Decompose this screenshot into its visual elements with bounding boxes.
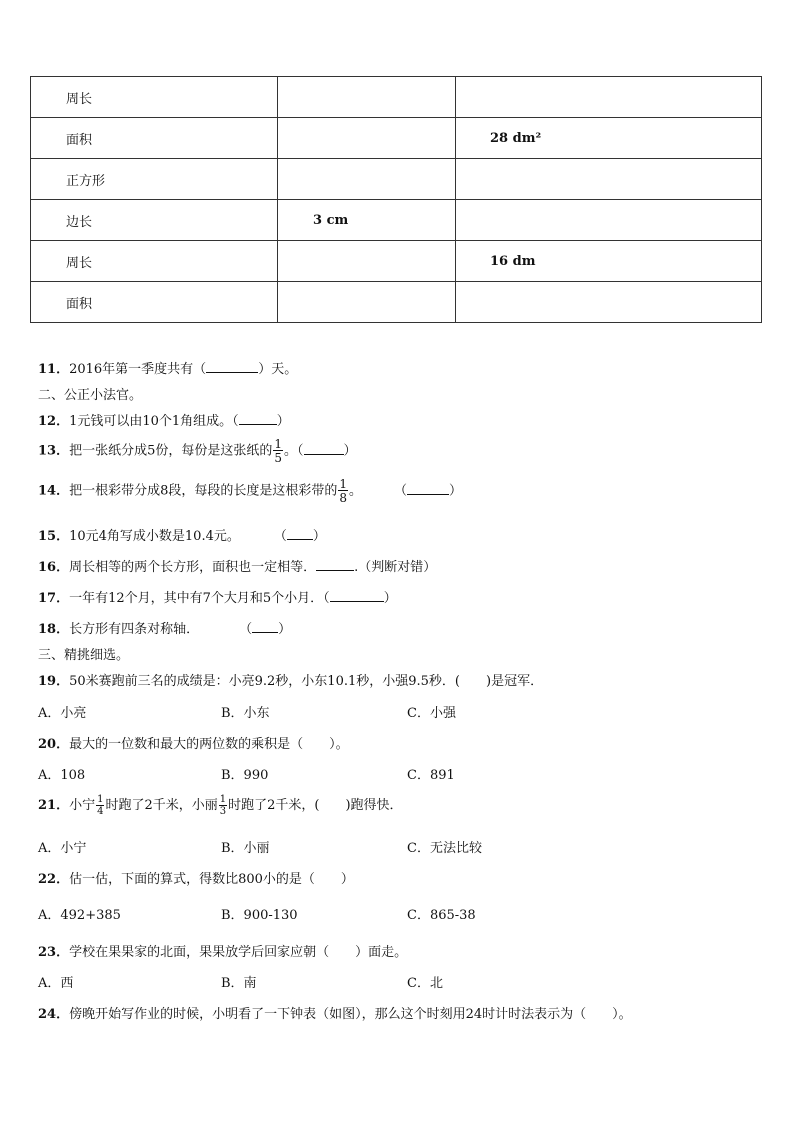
- table-cell-c3[interactable]: [456, 200, 762, 241]
- question-19: [38, 670, 543, 689]
- q19-option-b[interactable]: B．小东: [221, 706, 270, 721]
- question-21: [38, 794, 403, 817]
- q13-number: 13．: [38, 443, 70, 459]
- table-cell-c3: 28 dm²: [456, 118, 762, 159]
- q22-text: 估一估，下面的算式，得数比800小的是（ ）: [69, 872, 354, 887]
- table-cell-c2[interactable]: [278, 241, 456, 282]
- table-cell-c2[interactable]: [278, 118, 456, 159]
- q11-number: 11．: [38, 362, 70, 377]
- q20-option-a[interactable]: A．108: [38, 768, 86, 783]
- q21-number: 21．: [38, 798, 70, 813]
- question-18: [38, 618, 291, 637]
- q13-end: ）: [343, 443, 357, 459]
- table-row: [31, 77, 762, 118]
- q18-paren: （: [239, 622, 253, 637]
- table-row: [31, 241, 762, 282]
- q15-number: 15．: [38, 529, 70, 544]
- q14-end: ）: [449, 483, 463, 499]
- q15-blank[interactable]: [287, 527, 313, 540]
- q21-option-b[interactable]: B．小丽: [221, 841, 270, 856]
- q21-text-2: 时跑了2千米，小丽: [105, 798, 218, 813]
- q11-post: ）天。: [258, 362, 298, 377]
- q19-number: 19．: [38, 674, 70, 689]
- q21-fraction-2: [219, 795, 227, 817]
- q15-text: 10元4角写成小数是10.4元。: [69, 529, 240, 544]
- q20-text: 最大的一位数和最大的两位数的乘积是（ ）。: [69, 737, 349, 752]
- q14-text: 把一根彩带分成8段，每段的长度是这根彩带的: [69, 483, 338, 499]
- section-2-heading: 二、公正小法官。: [38, 388, 143, 403]
- q22-number: 22．: [38, 872, 70, 887]
- shape-table: [30, 76, 762, 323]
- q13-frac-den: 5: [274, 451, 283, 465]
- q18-end: ）: [278, 622, 292, 637]
- table-cell-c1: 面积: [31, 282, 278, 323]
- q21-option-a[interactable]: A．小宁: [38, 841, 87, 856]
- q18-blank[interactable]: [252, 620, 278, 633]
- table-cell-c1: 周长: [31, 77, 278, 118]
- question-11: [38, 358, 297, 377]
- question-15: [38, 525, 326, 544]
- question-14: [38, 478, 462, 504]
- q21-frac1-num: 1: [97, 793, 104, 805]
- table-row: [31, 282, 762, 323]
- q21-text-1: 小宁: [69, 798, 96, 813]
- q13-post: 。（: [284, 443, 304, 459]
- q17-text: 一年有12个月，其中有7个大月和5个小月．（: [69, 591, 330, 606]
- q16-post: .（判断对错）: [354, 560, 437, 575]
- table-cell-c1: 边长: [31, 200, 278, 241]
- table-cell-c3[interactable]: [456, 77, 762, 118]
- table-row: [31, 159, 762, 200]
- q24-text: 傍晚开始写作业的时候，小明看了一下钟表（如图），那么这个时刻用24时计时法表示为（ ）。: [69, 1007, 632, 1022]
- q23-option-a[interactable]: A．西: [38, 976, 74, 991]
- q21-fraction-1: [96, 795, 104, 817]
- q16-number: 16．: [38, 560, 70, 575]
- q14-frac-num: 1: [339, 477, 348, 491]
- q14-number: 14．: [38, 483, 70, 499]
- q21-frac2-den: 3: [219, 805, 227, 817]
- q20-option-c[interactable]: C．891: [407, 768, 455, 783]
- q16-text: 周长相等的两个长方形，面积也一定相等．: [69, 560, 317, 575]
- section-3-heading: 三、精挑细选。: [38, 648, 130, 663]
- q14-frac-den: 8: [339, 491, 348, 505]
- q14-post: 。: [349, 483, 363, 499]
- q21-option-c[interactable]: C．无法比较: [407, 841, 482, 856]
- q21-text-3: 时跑了2千米，( )跑得快．: [228, 798, 403, 813]
- q13-blank[interactable]: [304, 442, 344, 455]
- q17-end: ）: [383, 591, 397, 606]
- q14-blank[interactable]: [407, 482, 449, 495]
- table-cell-c3[interactable]: [456, 159, 762, 200]
- q23-option-c[interactable]: C．北: [407, 976, 443, 991]
- table-cell-c1: 正方形: [31, 159, 278, 200]
- question-16: [38, 556, 436, 575]
- q12-blank[interactable]: [239, 412, 277, 425]
- question-22: [38, 868, 354, 887]
- table-cell-c3: 16 dm: [456, 241, 762, 282]
- question-12: [38, 410, 290, 429]
- table-cell-c2: 3 cm: [278, 200, 456, 241]
- table-cell-c2[interactable]: [278, 77, 456, 118]
- q20-option-b[interactable]: B．990: [221, 768, 269, 783]
- q23-number: 23．: [38, 945, 70, 960]
- q21-frac1-den: 4: [97, 805, 104, 817]
- q21-frac2-num: 1: [219, 793, 227, 805]
- q13-frac-num: 1: [274, 437, 283, 451]
- question-13: [38, 438, 357, 464]
- q11-blank[interactable]: [206, 360, 258, 373]
- q13-text: 把一张纸分成5份，每份是这张纸的: [69, 443, 273, 459]
- q13-fraction: [273, 438, 283, 464]
- q11-text: 2016年第一季度共有（: [69, 362, 207, 377]
- question-23: [38, 941, 407, 960]
- q23-option-b[interactable]: B．南: [221, 976, 257, 991]
- q15-end: ）: [312, 529, 326, 544]
- table-cell-c1: 面积: [31, 118, 278, 159]
- q18-number: 18．: [38, 622, 70, 637]
- q16-blank[interactable]: [316, 558, 354, 571]
- q19-option-c[interactable]: C．小强: [407, 706, 456, 721]
- table-cell-c2[interactable]: [278, 282, 456, 323]
- q19-option-a[interactable]: A．小亮: [38, 706, 87, 721]
- q19-text: 50米赛跑前三名的成绩是：小亮9.2秒，小东10.1秒，小强9.5秒．( )是冠军．: [69, 674, 544, 689]
- q12-number: 12．: [38, 414, 70, 429]
- q22-option-a[interactable]: A．492+385: [38, 908, 121, 923]
- table-row: [31, 118, 762, 159]
- question-24: [38, 1003, 632, 1022]
- q17-number: 17．: [38, 591, 70, 606]
- q15-paren: （: [273, 529, 287, 544]
- q17-blank[interactable]: [330, 589, 384, 602]
- q24-number: 24．: [38, 1007, 70, 1022]
- q14-fraction: [338, 478, 348, 504]
- table-cell-c3[interactable]: [456, 282, 762, 323]
- q23-text: 学校在果果家的北面，果果放学后回家应朝（ ）面走。: [69, 945, 408, 960]
- question-20: [38, 733, 349, 752]
- q12-text: 1元钱可以由10个1角组成。（: [69, 414, 239, 429]
- table-cell-c1: 周长: [31, 241, 278, 282]
- question-17: [38, 587, 397, 606]
- q12-end: ）: [276, 414, 290, 429]
- q22-option-c[interactable]: C．865-38: [407, 908, 476, 923]
- q20-number: 20．: [38, 737, 70, 752]
- table-cell-c2[interactable]: [278, 159, 456, 200]
- q22-option-b[interactable]: B．900-130: [221, 908, 298, 923]
- table-row: [31, 200, 762, 241]
- q14-paren: （: [394, 483, 408, 499]
- q18-text: 长方形有四条对称轴．: [69, 622, 200, 637]
